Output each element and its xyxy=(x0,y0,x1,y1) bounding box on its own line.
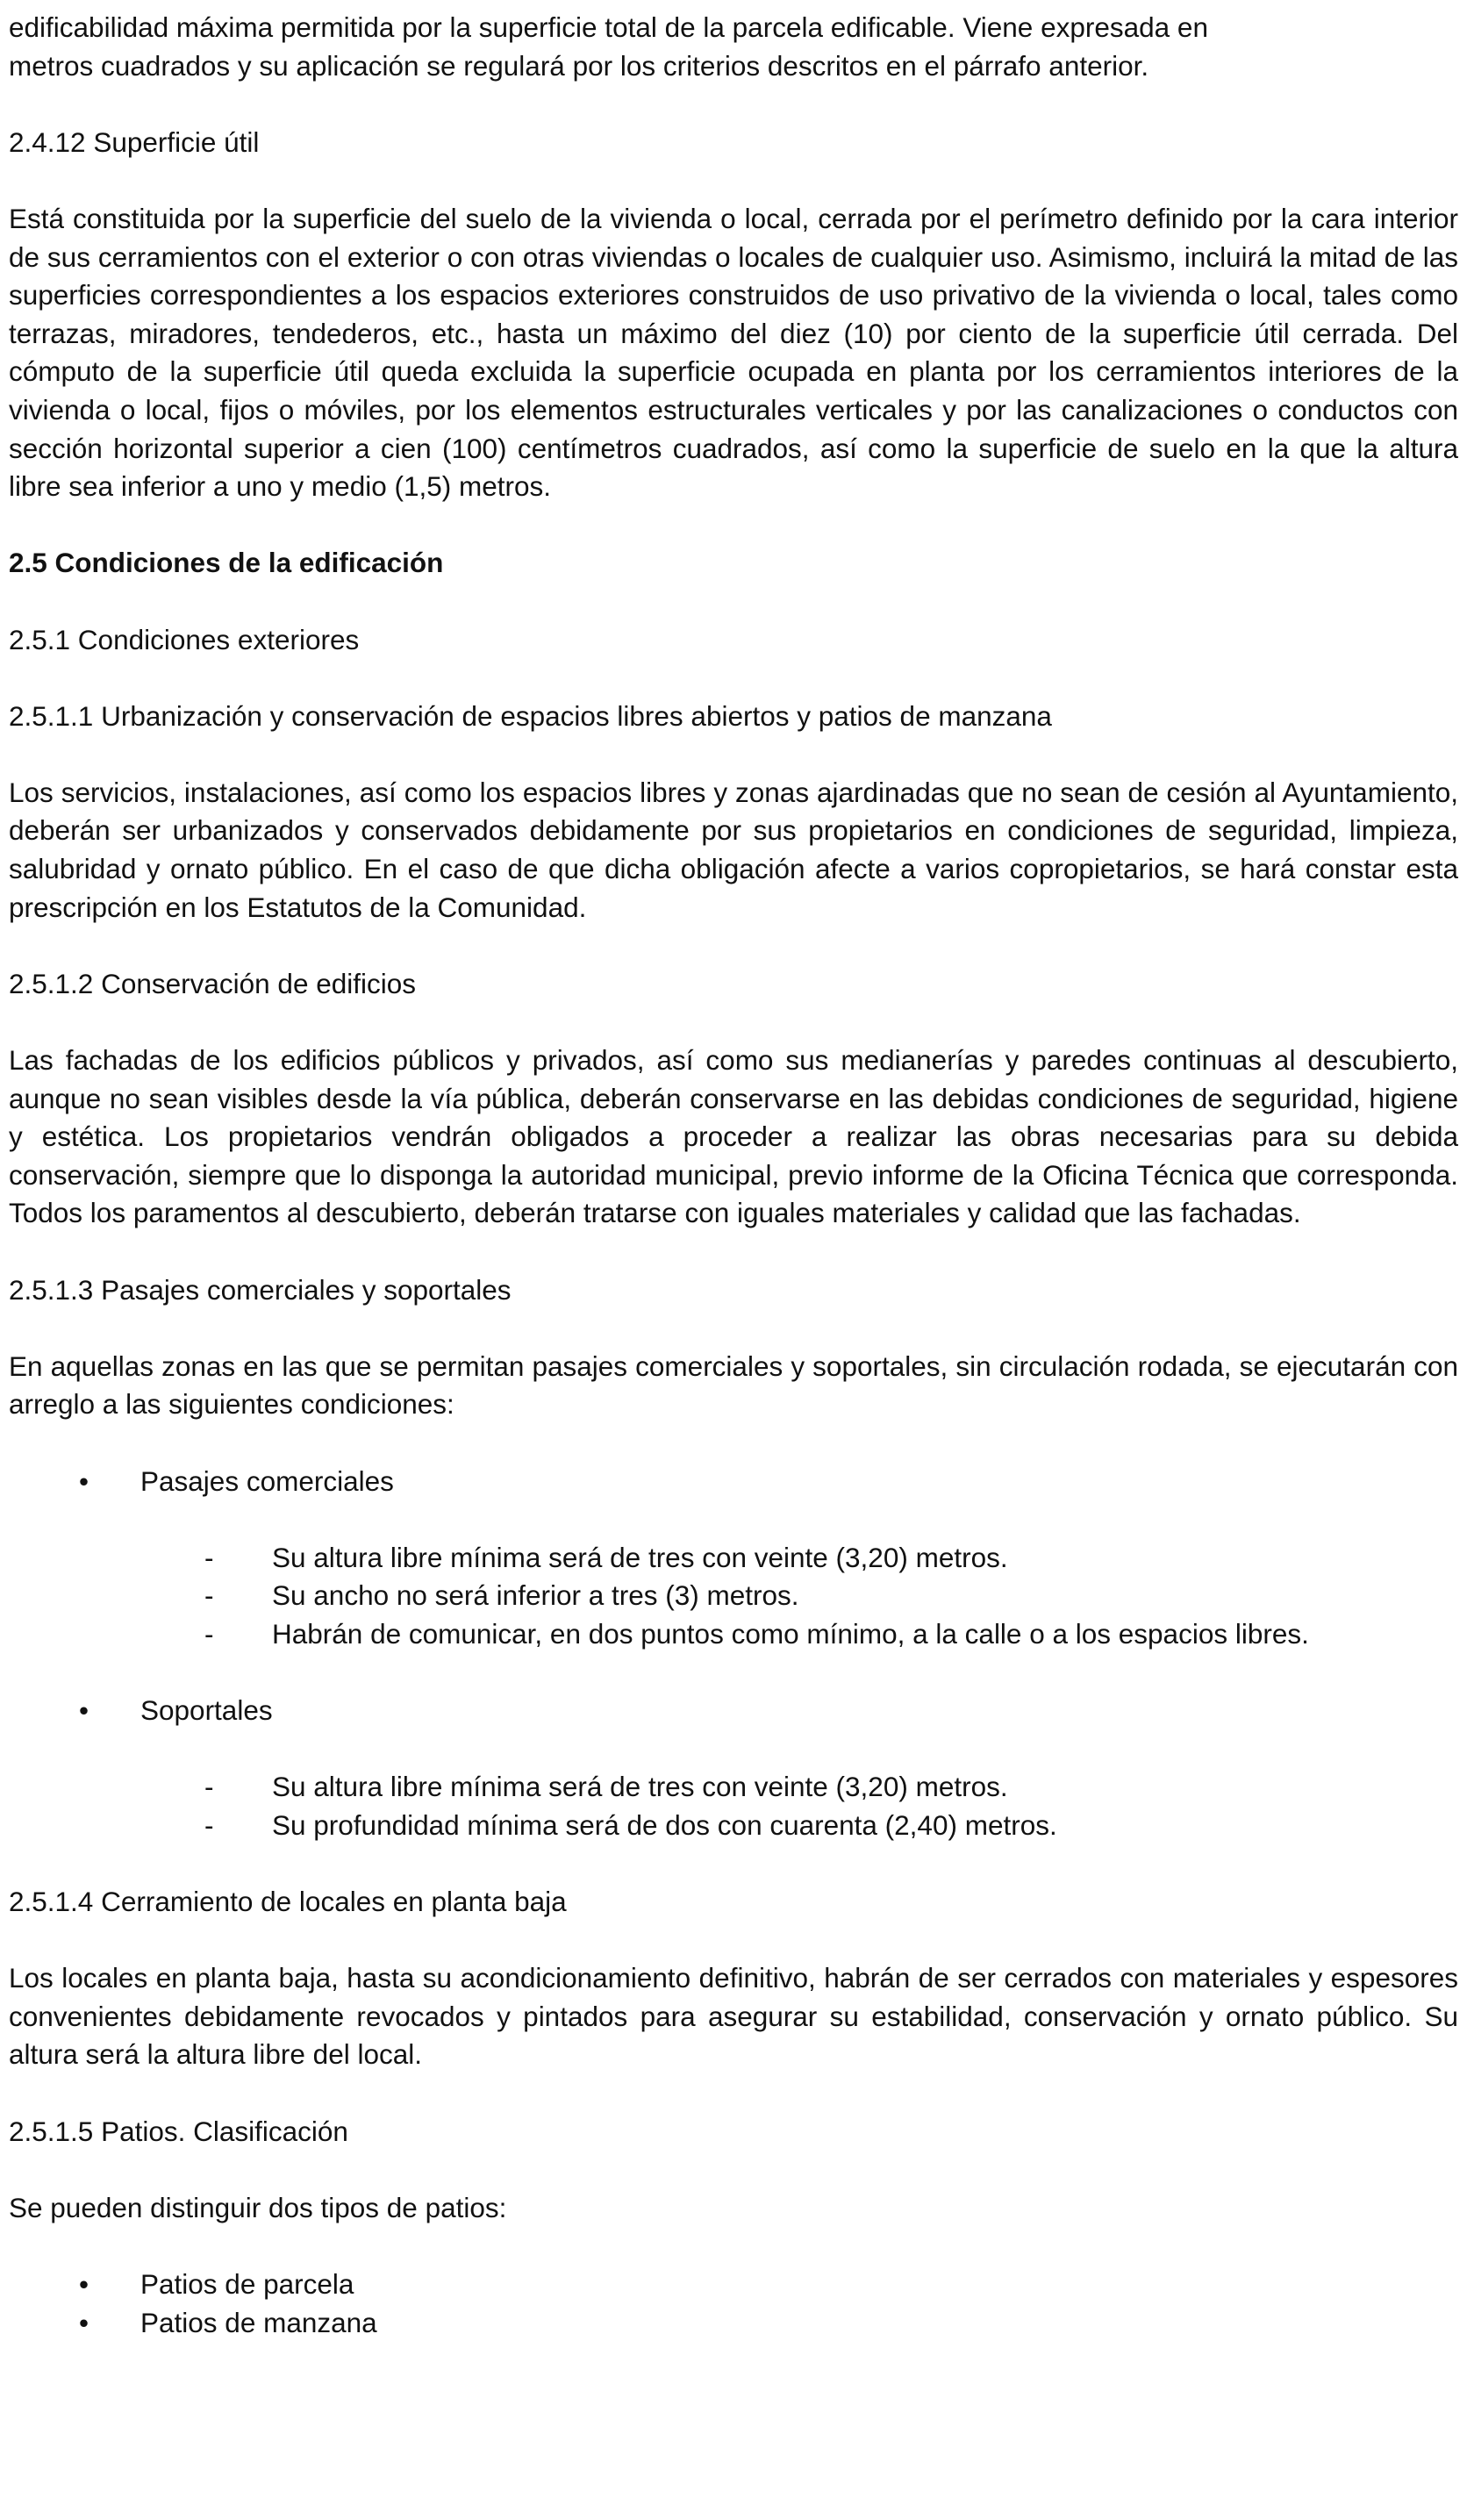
bullet-label: Patios de parcela xyxy=(140,2268,354,2301)
dash-icon: - xyxy=(204,1579,214,1612)
heading-2-5-1-5: 2.5.1.5 Patios. Clasificación xyxy=(9,2115,348,2147)
dash-icon: - xyxy=(204,1771,214,1803)
heading-2-5-1-2: 2.5.1.2 Conservación de edificios xyxy=(9,967,417,999)
bullet-icon: • xyxy=(79,2268,89,2301)
dash-icon: - xyxy=(204,1541,214,1573)
intro-line-1: edificabilidad máxima permitida por la superficie total de la parcela edificable. Viene expresada en xyxy=(9,11,1208,43)
heading-2-5: 2.5 Condiciones de la edificación xyxy=(9,547,444,579)
bullet-icon: • xyxy=(79,1694,89,1727)
intro-line-2: metros cuadrados y su aplicación se regulará por los criterios descritos en el párrafo anterior. xyxy=(9,49,1149,82)
bullet-patios-parcela xyxy=(9,2266,1458,2304)
bullet-label: Pasajes comerciales xyxy=(140,1464,394,1497)
paragraph-superficie-util: Está constituida por la superficie del suelo de la vivienda o local, cerrada por el perímetro definido por la cara interior de sus cerramientos con el exterior o con otras viviendas o locales de cualquier uso. Asimismo, incluirá la mitad de las superficies correspondientes a los espacios exteriores construidos de uso privativo de la vivienda o local, tales como terrazas, miradores, tendederos, etc., hasta un máximo del diez (10) por ciento de la superficie útil cerrada. Del cómputo de la superficie útil queda excluida la superficie ocupada en planta por los cerramientos interiores de la vivienda o local, fijos o móviles, por los elementos estructurales verticales y por las canalizaciones o conductos con sección horizontal superior a cien (100) centímetros cuadrados, así como la superficie de suelo en la que la altura libre sea inferior a uno y medio (1,5) metros. xyxy=(9,202,1458,503)
bullet-label: Soportales xyxy=(140,1694,273,1727)
dash-item xyxy=(9,1615,1458,1654)
bullet-icon: • xyxy=(79,1464,89,1497)
heading-2-4-12: 2.4.12 Superficie útil xyxy=(9,125,260,158)
dash-item-text: Su profundidad mínima será de dos con cuarenta (2,40) metros. xyxy=(272,1808,1057,1841)
dash-item xyxy=(9,1577,1458,1615)
paragraph-conservacion: Las fachadas de los edificios públicos y privados, así como sus medianerías y paredes continuas al descubierto, aunque no sean visibles desde la vía pública, deberán conservarse en las debidas condiciones de seguridad, higiene y estética. Los propietarios vendrán obligados a proceder a realizar las obras necesarias para su debida conservación, siempre que lo disponga la autoridad municipal, previo informe de la Oficina Técnica que corresponda. Todos los paramentos al descubierto, deberán tratarse con iguales materiales y calidad que las fachadas. xyxy=(9,1044,1458,1229)
dash-item xyxy=(9,1768,1458,1807)
heading-2-5-1-3: 2.5.1.3 Pasajes comerciales y soportales xyxy=(9,1273,512,1306)
bullet-label: Patios de manzana xyxy=(140,2306,377,2338)
dash-item-text: Habrán de comunicar, en dos puntos como mínimo, a la calle o a los espacios libres. xyxy=(272,1617,1309,1650)
bullet-soportales xyxy=(9,1692,1458,1730)
paragraph-patios: Se pueden distinguir dos tipos de patios: xyxy=(9,2191,507,2223)
document-page xyxy=(9,9,1458,2342)
dash-icon: - xyxy=(204,1617,214,1650)
paragraph-urbanizacion: Los servicios, instalaciones, así como los espacios libres y zonas ajardinadas que no sean de cesión al Ayuntamiento, deberán ser urbanizados y conservados debidamente por sus propietarios en condiciones de seguridad, limpieza, salubridad y ornato público. En el caso de que dicha obligación afecte a varios copropietarios, se hará constar esta prescripción en los Estatutos de la Comunidad. xyxy=(9,776,1458,923)
heading-2-5-1: 2.5.1 Condiciones exteriores xyxy=(9,623,360,655)
dash-item-text: Su ancho no será inferior a tres (3) metros. xyxy=(272,1579,799,1612)
dash-item-text: Su altura libre mínima será de tres con veinte (3,20) metros. xyxy=(272,1541,1008,1573)
dash-item-text: Su altura libre mínima será de tres con veinte (3,20) metros. xyxy=(272,1771,1008,1803)
heading-2-5-1-4: 2.5.1.4 Cerramiento de locales en planta baja xyxy=(9,1886,567,1918)
bullet-icon: • xyxy=(79,2306,89,2338)
bullet-pasajes-comerciales xyxy=(9,1463,1458,1501)
dash-item xyxy=(9,1807,1458,1845)
heading-2-5-1-1: 2.5.1.1 Urbanización y conservación de espacios libres abiertos y patios de manzana xyxy=(9,699,1052,732)
paragraph-pasajes: En aquellas zonas en las que se permitan pasajes comerciales y soportales, sin circulación rodada, se ejecutarán con arreglo a las siguientes condiciones: xyxy=(9,1349,1458,1421)
dash-icon: - xyxy=(204,1808,214,1841)
paragraph-cerramiento: Los locales en planta baja, hasta su acondicionamiento definitivo, habrán de ser cerrados con materiales y espesores convenientes debidamente revocados y pintados para asegurar su estabilidad, conservación y ornato público. Su altura será la altura libre del local. xyxy=(9,1962,1458,2071)
bullet-patios-manzana xyxy=(9,2304,1458,2343)
dash-item xyxy=(9,1539,1458,1578)
